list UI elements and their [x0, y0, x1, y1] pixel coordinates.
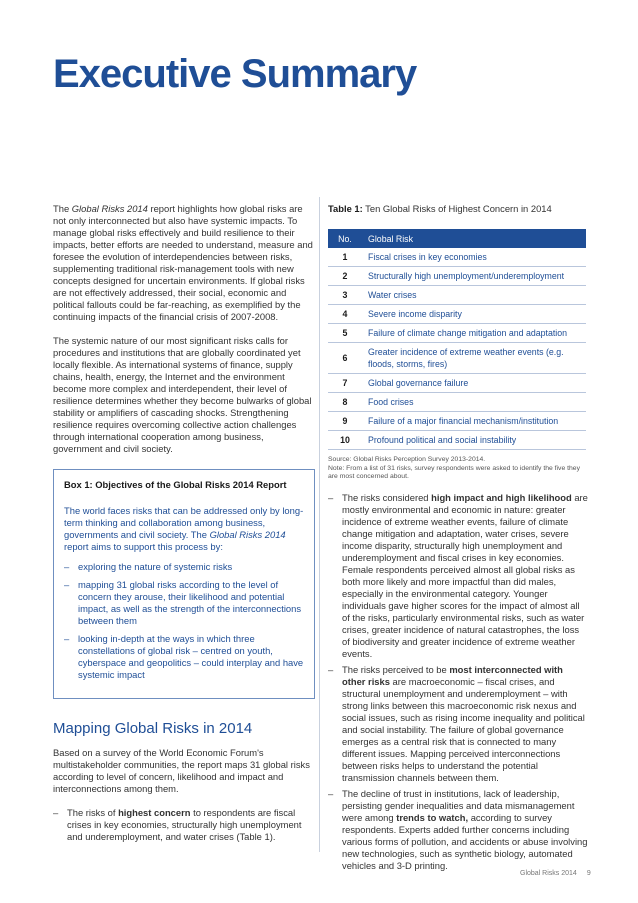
footer-label: Global Risks 2014 [520, 870, 577, 877]
table-caption: Table 1: Ten Global Risks of Highest Concern in 2014 [328, 203, 552, 214]
table-row [328, 324, 586, 343]
note-line: Note: From a list of 31 risks, survey respondents were asked to identify the five they are most concerned about. [328, 464, 580, 480]
box-intro: The world faces risks that can be addressed only by long-term thinking and collaboration among business, governments and civil society. The Global Risks 2014 report aims to support this process by: [64, 505, 304, 552]
table-row [328, 286, 586, 305]
column-header-risk: Global Risk [362, 229, 586, 248]
table-row [328, 374, 586, 393]
row-number: 10 [328, 431, 362, 450]
page-number: 9 [586, 870, 591, 877]
table-row [328, 248, 586, 267]
list-item: – The risks of highest concern to respondents are fiscal crises in key economies, structurally high unemployment and underemployment, and water crises (Table 1). [53, 807, 315, 843]
section-heading: Mapping Global Risks in 2014 [53, 720, 253, 737]
mapping-list [53, 807, 315, 843]
table-row [328, 431, 586, 450]
row-risk: Failure of a major financial mechanism/institution [362, 412, 586, 431]
row-number: 2 [328, 267, 362, 286]
left-column [53, 203, 315, 849]
row-number: 8 [328, 393, 362, 412]
box-title: Box 1: Objectives of the Global Risks 2014 Report [64, 479, 287, 490]
box-list [64, 561, 304, 681]
table-row [328, 343, 586, 374]
row-number: 5 [328, 324, 362, 343]
row-number: 9 [328, 412, 362, 431]
row-risk: Food crises [362, 393, 586, 412]
table-header-row [328, 229, 586, 248]
findings-list [328, 492, 588, 872]
row-number: 3 [328, 286, 362, 305]
column-divider [319, 197, 320, 852]
row-risk: Fiscal crises in key economies [362, 248, 586, 267]
table-source [328, 456, 588, 482]
list-item: – The risks considered high impact and high likelihood are mostly environmental and economic in nature: greater incidence of extreme weather events, failure of climate change mitigation and adaptation, water crises, severe income disparity, structurally high unemployment and underemployment and fiscal crises in key economies. Female respondents perceived almost all global risks as both more likely and more impactful than did males, especially in the environmental category. Younger individuals gave higher scores for the impact of almost all of the risks, particularly environmental risks, such as water crises, greater incidence of natural catastrophes, the loss of biodiversity and greater incidence of extreme weather events. [328, 492, 588, 660]
row-number: 1 [328, 248, 362, 267]
page-title: Executive Summary [53, 52, 417, 96]
row-risk: Structurally high unemployment/underemployment [362, 267, 586, 286]
row-number: 4 [328, 305, 362, 324]
box-list-item: – exploring the nature of systemic risks [64, 561, 304, 573]
intro-paragraph: The Global Risks 2014 report highlights how global risks are not only interconnected but also have systemic impacts. To manage global risks effectively and build resilience to their impacts, better efforts are needed to understand, measure and foresee the evolution of interdependencies between risks, supplementing traditional risk-management tools with new concepts designed for uncertain environments. If global risks are not effectively addressed, their social, economic and political fallouts could be far-reaching, as exemplified by the continuing impacts of the financial crisis of 2007-2008. [53, 203, 313, 322]
row-number: 7 [328, 374, 362, 393]
list-item: – The risks perceived to be most interconnected with other risks are macroeconomic – fiscal crises, and structural unemployment and underemployment – with strong links between this macroeconomic risk nexus and social issues, such as rising income inequality and political and social instability. The failure of global governance emerges as a central risk that is connected to many different issues. Mapping perceived interconnections between risks helps to understand the potential transmission channels between them. [328, 664, 588, 784]
box-list-item: – mapping 31 global risks according to the level of concern they arouse, their likelihood and potential impact, as well as the strength of the interconnections between them [64, 579, 304, 627]
risk-table [328, 229, 586, 450]
objectives-box [53, 469, 315, 699]
box-list-item: – looking in-depth at the ways in which three constellations of global risk – centred on youth, cyberspace and geopolitics – could interplay and have systemic impact [64, 633, 304, 681]
source-line: Source: Global Risks Perception Survey 2013-2014. [328, 456, 486, 463]
row-risk: Global governance failure [362, 374, 586, 393]
systemic-paragraph: The systemic nature of our most significant risks calls for procedures and institutions that are globally coordinated yet locally flexible. As international systems of finance, supply chains, health, energy, the Internet and the environment become more complex and interdependent, their level of resilience determines whether they become bulwarks of global stability or amplifiers of cascading shocks. Strengthening resilience requires overcoming collective action challenges through international cooperation among business, government and civil society. [53, 335, 312, 454]
right-column [328, 203, 588, 876]
mapping-paragraph: Based on a survey of the World Economic Forum's multistakeholder communities, the report maps 31 global risks according to level of concern, likelihood and impact and interconnections among them. [53, 747, 310, 794]
table-row [328, 412, 586, 431]
page-footer [520, 870, 591, 877]
row-number: 6 [328, 343, 362, 374]
row-risk: Profound political and social instability [362, 431, 586, 450]
row-risk: Failure of climate change mitigation and adaptation [362, 324, 586, 343]
table-row [328, 267, 586, 286]
table-row [328, 393, 586, 412]
column-header-no: No. [328, 229, 362, 248]
row-risk: Greater incidence of extreme weather events (e.g. floods, storms, fires) [362, 343, 586, 374]
list-item: – The decline of trust in institutions, lack of leadership, persisting gender inequalities and data mismanagement were among trends to watch, according to survey respondents. Experts added further concerns including various forms of pollution, and accidents or abuse involving new technologies, such as synthetic biology, automated vehicles and 3-D printing. [328, 788, 588, 872]
row-risk: Water crises [362, 286, 586, 305]
row-risk: Severe income disparity [362, 305, 586, 324]
table-row [328, 305, 586, 324]
